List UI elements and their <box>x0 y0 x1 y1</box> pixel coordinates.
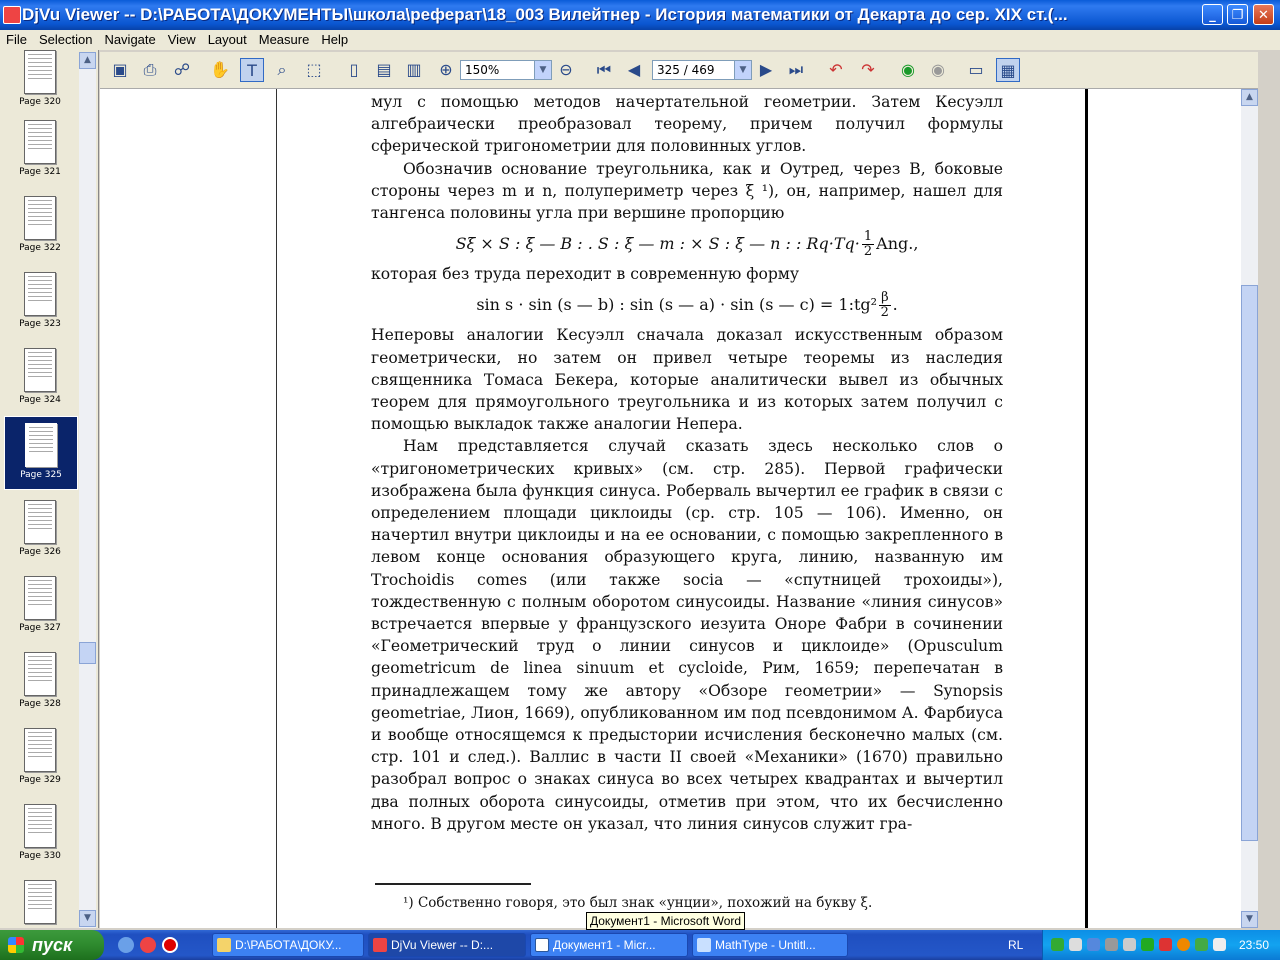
quicklaunch-browser-icon[interactable] <box>140 937 156 953</box>
scroll-thumb[interactable] <box>1241 285 1258 841</box>
tray-alert-icon[interactable] <box>1159 938 1172 951</box>
find-binoculars-icon[interactable]: ☍ <box>173 60 191 79</box>
menu-navigate[interactable]: Navigate <box>104 32 156 47</box>
paragraph: которая без труда переходит в современную форму <box>371 265 800 284</box>
thumbnail-page-320[interactable] <box>4 50 76 122</box>
scroll-up-arrow-icon[interactable]: ▲ <box>1241 89 1258 106</box>
print-icon[interactable]: ⎙ <box>143 60 157 79</box>
thumbnail-page-328[interactable] <box>4 652 76 724</box>
task-label: Документ1 - Micr... <box>553 938 656 952</box>
fraction-numerator: 1 <box>863 229 873 245</box>
formula-proportion <box>371 230 1003 259</box>
app-icon <box>3 6 21 24</box>
thumbnail-page-329[interactable] <box>4 728 76 800</box>
zoom-value: 150% <box>465 63 500 77</box>
system-tray <box>1042 930 1280 960</box>
tray-bluetooth-icon[interactable] <box>1087 938 1100 951</box>
windows-logo-icon <box>8 937 24 953</box>
toolbar <box>100 52 1258 89</box>
page-thumbnail-image <box>24 120 56 164</box>
page-thumbnail-image <box>24 196 56 240</box>
taskbar-item-word[interactable] <box>530 933 688 957</box>
save-icon[interactable]: ▣ <box>112 60 128 79</box>
page-number-combo[interactable] <box>652 60 752 80</box>
scroll-down-arrow-icon[interactable]: ▼ <box>1241 911 1258 928</box>
taskbar-item-djvu-viewer[interactable] <box>368 933 526 957</box>
page-text <box>371 91 1003 835</box>
start-label: пуск <box>32 935 73 955</box>
fraction <box>862 230 874 259</box>
chevron-down-icon[interactable]: ▼ <box>734 61 751 79</box>
folder-icon <box>217 938 231 952</box>
thumbnail-page-324[interactable] <box>4 348 76 420</box>
thumbnail-page-322[interactable] <box>4 196 76 268</box>
thumbnail-label: Page 323 <box>19 319 61 329</box>
tray-app-icon[interactable] <box>1195 938 1208 951</box>
document-page <box>276 89 1088 928</box>
thumbnail-label: Page 327 <box>19 623 61 633</box>
quicklaunch-opera-icon[interactable] <box>162 937 178 953</box>
formula-tail: . <box>892 295 898 315</box>
text-select-icon[interactable]: T <box>240 58 264 82</box>
thumbnail-scrollbar[interactable] <box>79 52 96 928</box>
menu-selection[interactable]: Selection <box>38 32 93 47</box>
page-thumbnail-image <box>24 652 56 696</box>
fraction <box>879 291 891 320</box>
thumbnail-page-326[interactable] <box>4 500 76 572</box>
scroll-down-arrow-icon[interactable]: ▼ <box>79 910 96 927</box>
title-bar <box>0 0 1280 30</box>
sigma-icon <box>697 938 711 952</box>
quicklaunch-network-icon[interactable] <box>118 937 134 953</box>
page-thumbnail-image <box>24 804 56 848</box>
word-icon <box>535 938 549 952</box>
thumbnail-label: Page 328 <box>19 699 61 709</box>
rectangle-select-icon[interactable]: ⬚ <box>306 60 322 79</box>
tray-network-icon[interactable] <box>1051 938 1064 951</box>
continuous-page-icon[interactable]: ▤ <box>376 60 392 79</box>
formula-modern <box>371 291 1003 320</box>
thumbnail-page-323[interactable] <box>4 272 76 344</box>
paragraph: мул с помощью методов начертательной геометрии. Затем Кесуэлл алгебраически преобразовал теорему, причем получил формулы сферической тригонометрии для половинных углов. <box>371 93 1003 156</box>
rotate-right-icon[interactable]: ↷ <box>861 60 875 79</box>
menu-measure[interactable]: Measure <box>258 32 310 47</box>
thumbnail-label: Page 320 <box>19 97 61 107</box>
thumbnail-label: Page 321 <box>19 167 61 177</box>
page-thumbnail-image <box>24 576 56 620</box>
thumbnail-label: Page 322 <box>19 243 61 253</box>
thumbnail-pane <box>0 50 99 928</box>
page-number-value: 325 / 469 <box>657 63 715 77</box>
menu-bar <box>0 30 1280 50</box>
scroll-up-arrow-icon[interactable]: ▲ <box>79 52 96 69</box>
page-thumbnail-image <box>24 880 56 924</box>
tray-volume-icon[interactable] <box>1213 938 1226 951</box>
menu-view[interactable]: View <box>167 32 196 47</box>
clock[interactable]: 23:50 <box>1238 938 1269 952</box>
tray-antivirus-icon[interactable] <box>1141 938 1154 951</box>
back-icon[interactable]: ◉ <box>901 60 915 79</box>
task-label: DjVu Viewer -- D:... <box>391 938 494 952</box>
page-thumbnail-image <box>24 50 56 94</box>
page-thumbnail-image <box>24 500 56 544</box>
paragraph: Обозначив основание треугольника, как и Оутред, через B, боковые стороны через m и n, полупериметр через ξ ¹), он, например, нашел для тангенса половины угла при вершине пропорцию <box>371 159 1003 223</box>
start-button[interactable] <box>0 930 104 960</box>
taskbar <box>0 930 1280 960</box>
close-button[interactable]: ✕ <box>1253 4 1274 25</box>
window-title: DjVu Viewer -- D:\РАБОТА\ДОКУМЕНТЫ\школа\реферат\18_003 Вилейтнер - История математики от Декарта до сер. XIX ст.(... <box>22 5 1068 24</box>
document-scrollbar[interactable] <box>1241 89 1258 928</box>
language-indicator[interactable]: RL <box>1008 938 1024 952</box>
forward-icon[interactable]: ◉ <box>931 60 945 79</box>
task-label: MathType - Untitl... <box>715 938 816 952</box>
thumbnail-label: Page 324 <box>19 395 61 405</box>
formula-text: Sξ ⨯ S : ξ — B : . S : ξ — m : ⨯ S : ξ — n : : Rq·Tq· <box>455 234 860 254</box>
document-view[interactable] <box>100 89 1258 928</box>
menu-file[interactable]: File <box>6 32 27 47</box>
formula-tail: Ang., <box>876 234 919 254</box>
fraction-denominator: 2 <box>863 244 873 260</box>
fraction-denominator: 2 <box>880 305 889 321</box>
zoom-out-icon[interactable]: ⊖ <box>559 60 573 79</box>
tray-printer-icon[interactable] <box>1069 938 1082 951</box>
thumbnail-page-321[interactable] <box>4 120 76 192</box>
thumbnail-page-325-selected[interactable] <box>4 416 78 490</box>
rotate-left-icon[interactable]: ↶ <box>829 60 843 79</box>
thumbnail-page-331[interactable] <box>4 880 76 928</box>
maximize-button[interactable]: ❐ <box>1227 4 1248 25</box>
thumbnail-page-327[interactable] <box>4 576 76 648</box>
thumbnails-toggle-icon[interactable]: ▦ <box>996 58 1020 82</box>
fit-page-icon[interactable]: ▥ <box>406 60 422 79</box>
paragraph: Неперовы аналогии Кесуэлл сначала доказал искусственным образом геометрически, но затем он привел четыре теоремы из наследия священника Томаса Бекера, которые аналитически вывел из обычных теорем для прямоугольного треугольника и из которых затем получил с помощью выкладок также аналогии Непера. <box>371 326 1003 434</box>
hand-tool-icon[interactable]: ✋ <box>210 60 230 79</box>
page-thumbnail-image <box>25 423 57 467</box>
previous-page-icon[interactable]: ◀ <box>627 60 641 79</box>
footnote-rule <box>375 883 531 885</box>
scroll-thumb[interactable] <box>79 642 96 664</box>
chevron-down-icon[interactable]: ▼ <box>534 61 551 79</box>
layout-icon[interactable]: ▭ <box>968 60 984 79</box>
task-label: D:\РАБОТА\ДОКУ... <box>235 938 342 952</box>
menu-layout[interactable]: Layout <box>207 32 247 47</box>
page-thumbnail-image <box>24 272 56 316</box>
zoom-tool-icon[interactable]: ⌕ <box>277 60 287 79</box>
thumbnail-label: Page 326 <box>19 547 61 557</box>
taskbar-item-mathtype[interactable] <box>692 933 848 957</box>
page-thumbnail-image <box>24 728 56 772</box>
djvu-icon <box>373 938 387 952</box>
paragraph: Нам представляется случай сказать здесь несколько слов о «тригонометрических кривых» (см. стр. 285). Первой графически изображена была функция синуса. Роберваль вычертил ее график в связи с определением площади циклоиды (ср. стр. 105 — 106). Именно, он начертил внутри циклоиды и на ее основании, с помощью закрепленного в левом конце основания образующего круга, линию, названную им Trochoidis comes (или также socia — «спутницей трохоиды»), тождественную с полным оборотом синусоиды. Название «линия синусов» встречается впервые у французского иезуита Оноре Фабри в сочинении «Геометрический труд о линии синусов и циклоиде» (Opusculum geometricum de linea sinuum et cycloide, Рим, 1659; перепечатан в принадлежащем тому же автору «Обзоре геометрии» — Synopsis geometriae, Лион, 1669), опубликованном им под псевдонимом А. Фарбиуса и вообще относящемся к предыстории исчисления бесконечно малых (см. стр. 101 и след.). Валлис в части II своей «Механики» (1670) правильно разобрал вопрос о знаках синуса во всех четырех квадрантах и вычертил два полных оборота синусоиды, отметив при этом, что их бесчисленно много. В другом месте он указал, что линия синусов служит гра- <box>371 437 1003 833</box>
footnote: ¹) Собственно говоря, это был знак «унции», похожий на букву ξ. <box>403 895 873 911</box>
taskbar-tooltip: Документ1 - Microsoft Word <box>586 912 745 930</box>
single-page-icon[interactable]: ▯ <box>349 60 359 79</box>
page-thumbnail-image <box>24 348 56 392</box>
zoom-combo[interactable] <box>460 60 552 80</box>
next-page-icon[interactable]: ▶ <box>759 60 773 79</box>
zoom-in-icon[interactable]: ⊕ <box>439 60 453 79</box>
last-page-icon[interactable]: ⏭ <box>788 60 804 79</box>
minimize-button[interactable]: _ <box>1202 4 1223 25</box>
taskbar-item-explorer[interactable] <box>212 933 364 957</box>
first-page-icon[interactable]: ⏮ <box>596 60 612 79</box>
thumbnail-label: Page 330 <box>19 851 61 861</box>
fraction-numerator: β <box>881 290 889 306</box>
thumbnail-page-330[interactable] <box>4 804 76 876</box>
thumbnail-label: Page 329 <box>19 775 61 785</box>
tray-update-icon[interactable] <box>1177 938 1190 951</box>
thumbnail-label: Page 325 <box>20 470 62 480</box>
tray-monitor-icon[interactable] <box>1105 938 1118 951</box>
formula-text: sin s · sin (s — b) : sin (s — a) · sin (s — c) = 1:tg² <box>476 295 878 315</box>
menu-help[interactable]: Help <box>321 32 349 47</box>
tray-shield-icon[interactable] <box>1123 938 1136 951</box>
